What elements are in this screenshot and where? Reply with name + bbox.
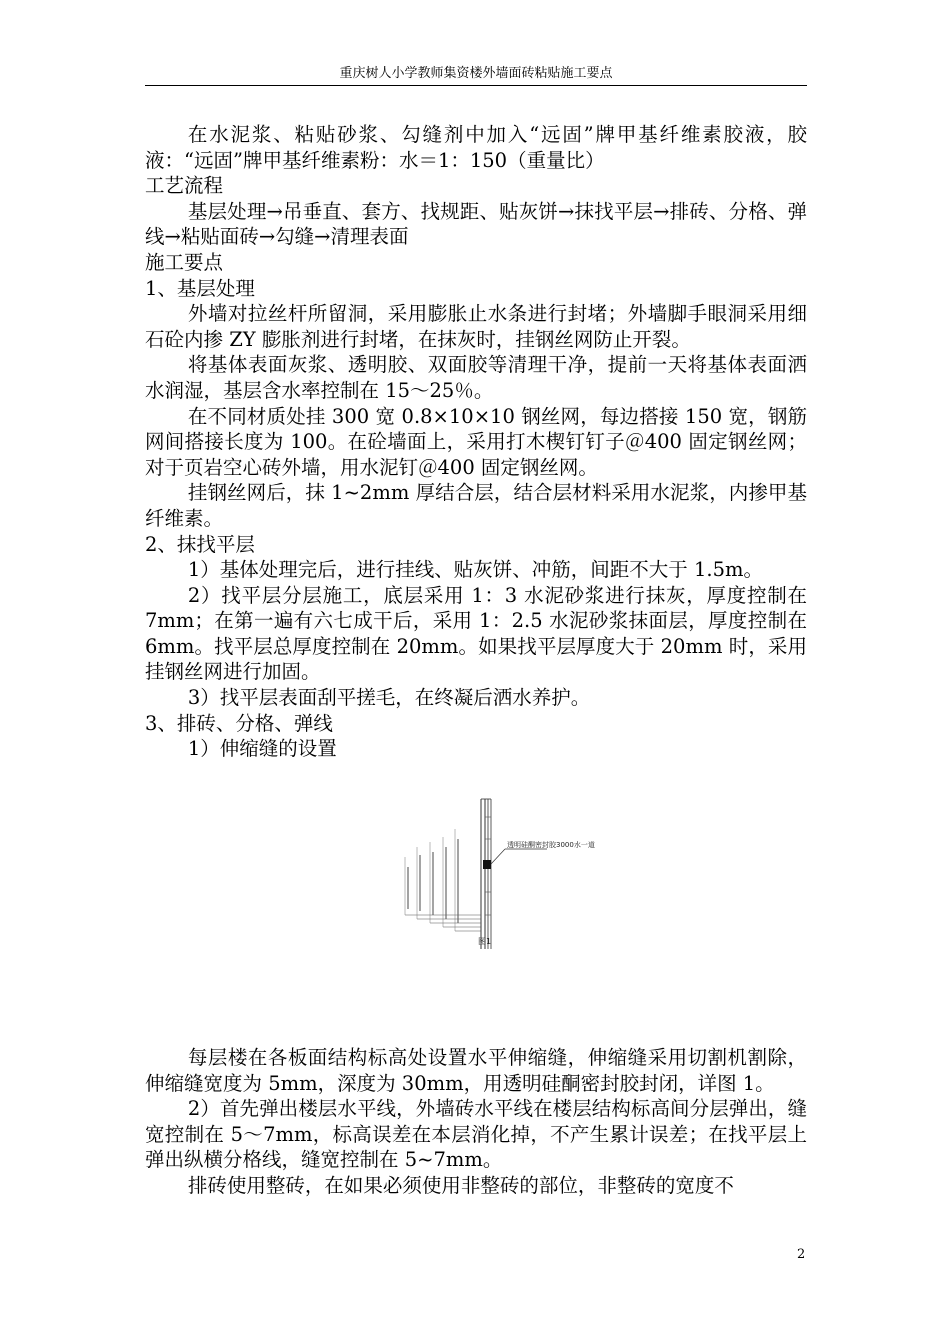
heading-process: 工艺流程: [145, 174, 224, 198]
paragraph-3-3: 2）首先弹出楼层水平线，外墙砖水平线在楼层结构标高间分层弹出，缝宽控制在 5～7mm，标高误差在本层消化掉，不产生累计误差；在找平层上弹出纵横分格线，缝宽控制在 5~7mm。: [145, 1097, 807, 1172]
paragraph-1-2: 将基体表面灰浆、透明胶、双面胶等清理干净，提前一天将基体表面洒水润湿，基层含水率控制在 15～25％。: [145, 353, 807, 402]
paragraph-1-3: 在不同材质处挂 300 宽 0.8×10×10 钢丝网，每边搭接 150 宽，钢筋网间搭接长度为 100。在砼墙面上，采用打木楔钉钉子＠400 固定钢丝网；对于页岩空心砖外墙，用水泥钉＠400 固定钢丝网。: [145, 404, 807, 479]
figure-callout-label: 透明硅酮密封胶3000水一道: [507, 841, 595, 849]
heading-section-1: 1、基层处理: [145, 276, 255, 300]
paragraph-3-4: 排砖使用整砖，在如果必须使用非整砖的部位，非整砖的宽度不: [187, 1173, 734, 1197]
heading-section-2: 2、抹找平层: [145, 532, 255, 556]
page-number: 2: [797, 1247, 806, 1262]
paragraph-process: 基层处理→吊垂直、套方、找规距、贴灰饼→抹找平层→排砖、分格、弹线→粘贴面砖→勾缝→清理表面: [145, 199, 807, 249]
heading-points: 施工要点: [145, 250, 224, 274]
paragraph-3-2: 每层楼在各板面结构标高处设置水平伸缩缝，伸缩缝采用切割机割除，伸缩缝宽度为 5mm，深度为 30mm，用透明硅酮密封胶封闭，详图 1。: [145, 1046, 807, 1095]
paragraph-2-2: 2）找平层分层施工，底层采用 1：3 水泥砂浆进行抹灰，厚度控制在 7mm；在第一遍有六七成干后，采用 1：2.5 水泥砂浆抹面层，厚度控制在 6mm。找平层总厚度控制在 20mm。如果找平层厚度大于 20mm 时，采用挂钢丝网进行加固。: [145, 583, 807, 684]
expansion-joint-drawing: [397, 797, 595, 957]
header-rule: [145, 85, 807, 86]
paragraph-intro: 在水泥浆、粘贴砂浆、勾缝剂中加入“远固”牌甲基纤维素胶液，胶液：“远固”牌甲基纤维素粉：水＝1：150（重量比）: [145, 123, 807, 172]
figure-caption: 图1: [478, 937, 492, 946]
figure-1-expansion-joint-detail: [397, 797, 595, 957]
paragraph-3-1: 1）伸缩缝的设置: [187, 737, 337, 761]
page-header: 重庆树人小学教师集资楼外墙面砖粘贴施工要点: [339, 66, 613, 81]
paragraph-1-4: 挂钢丝网后，抹 1~2mm 厚结合层，结合层材料采用水泥浆，内掺甲基纤维素。: [145, 481, 807, 530]
paragraph-2-3: 3）找平层表面刮平搓毛，在终凝后洒水养护。: [187, 686, 591, 710]
paragraph-2-1: 1）基体处理完后，进行挂线、贴灰饼、冲筋，间距不大于 1.5m。: [187, 558, 763, 582]
heading-section-3: 3、排砖、分格、弹线: [145, 711, 333, 735]
paragraph-1-1: 外墙对拉丝杆所留洞，采用膨胀止水条进行封堵；外墙脚手眼洞采用细石砼内掺 ZY 膨胀剂进行封堵，在抹灰时，挂钢丝网防止开裂。: [145, 302, 807, 351]
document-body-continued: [145, 1045, 807, 1199]
document-body: [145, 122, 807, 762]
